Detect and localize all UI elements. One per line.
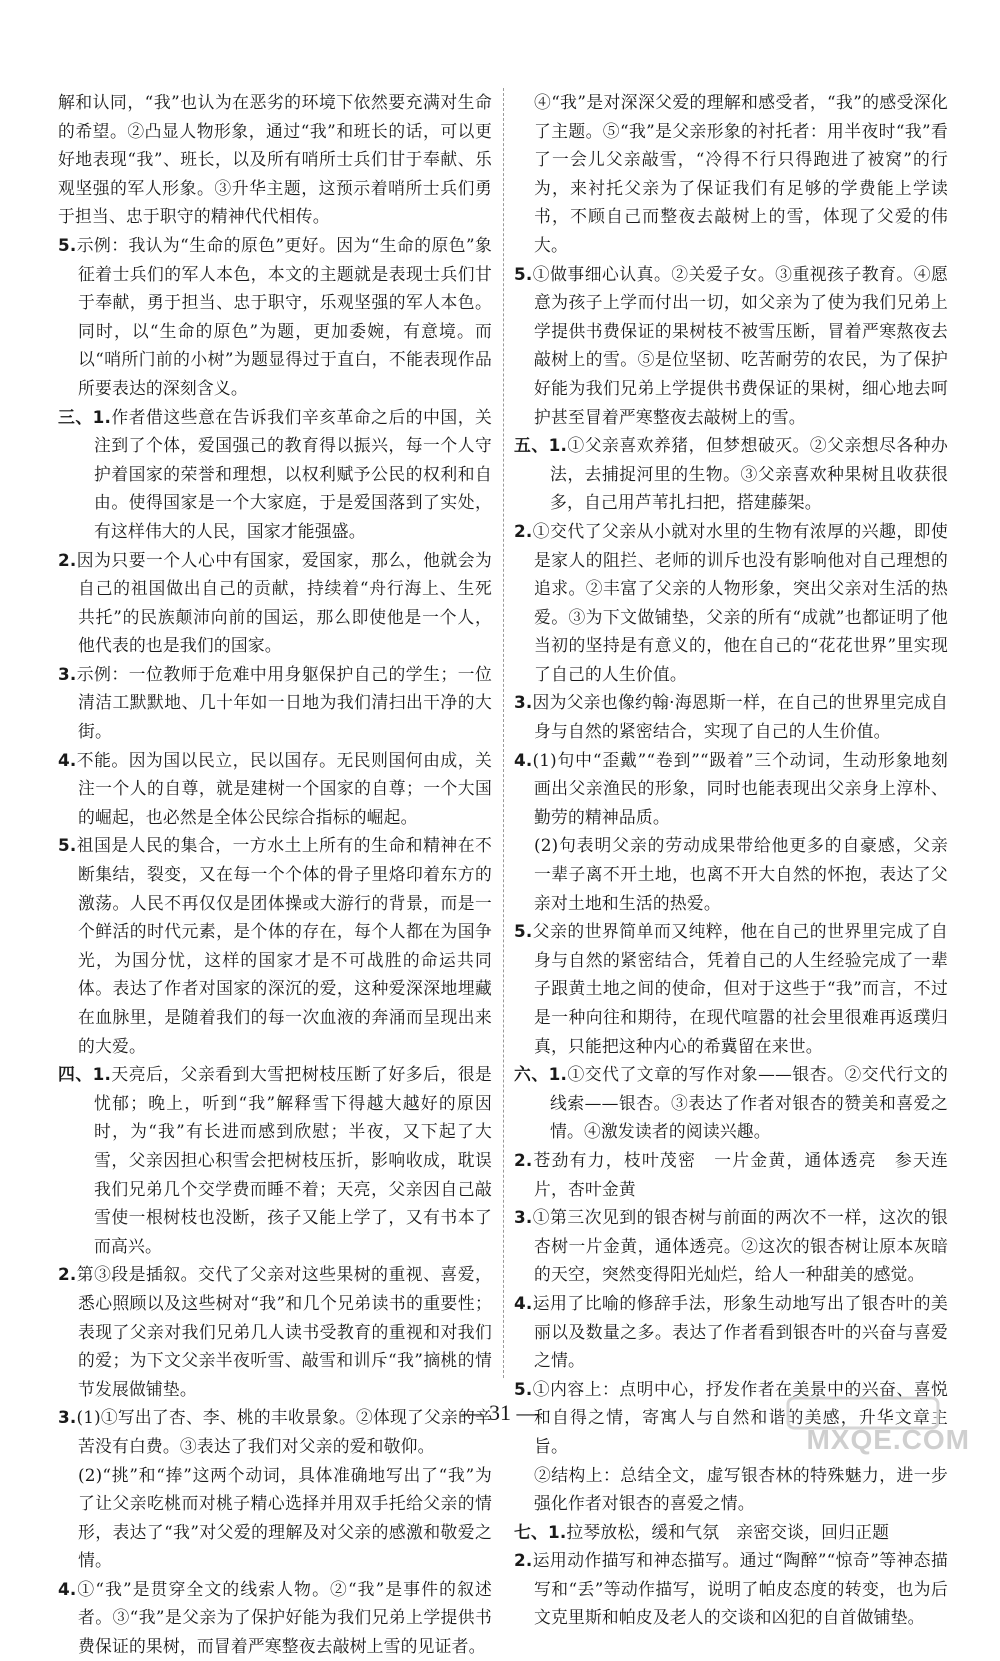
answer-item	[514, 88, 948, 260]
answer-item	[58, 831, 492, 1060]
answer-item	[514, 1289, 948, 1375]
answer-item	[58, 1260, 492, 1403]
answer-text: ①“我”是贯穿全文的线索人物。②“我”是事件的叙述者。③“我”是父亲为了保护好能为我们兄弟上学提供书费保证的果树，而冒着严寒整夜去敲树上雪的见证者。	[76, 1578, 492, 1657]
answer-text: ①第三次见到的银杏树与前面的两次不一样，这次的银杏树一片金黄，通体透亮。②这次的银杏树让原本灰暗的天空，突然变得阳光灿烂，给人一种甜美的感觉。	[532, 1207, 948, 1285]
question-number: 3.	[58, 1407, 77, 1428]
question-number: 5.	[58, 234, 77, 255]
question-number: 5.	[514, 921, 533, 942]
answer-item	[514, 1461, 948, 1518]
answer-item	[514, 1146, 948, 1203]
answer-text: ①内容上：点明中心，抒发作者在美景中的兴奋、喜悦和自得之情，寄寓人与自然和谐的美感，升华文章主旨。	[532, 1378, 948, 1456]
answer-item	[514, 746, 948, 832]
answer-text: 运用动作描写和神态描写。通过“陶醉”“惊奇”等神态描写和“丢”等动作描写，说明了帕皮态度的转变，也为后文克里斯和帕皮及老人的交谈和凶犯的自首做铺垫。	[532, 1550, 948, 1628]
answer-item	[514, 831, 948, 917]
answer-text: (2)句表明父亲的劳动成果带给他更多的自豪感，父亲一辈子离不开土地，也离不开大自然的怀抱，表达了父亲对土地和生活的热爱。	[534, 835, 948, 913]
question-number: 六、1.	[514, 1064, 568, 1085]
watermark-logo	[750, 1396, 980, 1458]
answer-item	[58, 1461, 492, 1575]
answer-text: 运用了比喻的修辞手法，形象生动地写出了银杏叶的美丽以及数量之多。表达了作者看到银杏叶的兴奋与喜爱之情。	[532, 1292, 948, 1371]
answer-text: ①交代了父亲从小就对水里的生物有浓厚的兴趣，即使是家人的阻拦、老师的训斥也没有影响他对自己理想的追求。②丰富了父亲的人物形象，突出父亲对生活的热爱。③为下文做铺垫，父亲的所有“成就”也都证明了他当初的坚持是有意义的，他在自己的“花花世界”里实现了自己的人生价值。	[532, 520, 948, 684]
question-number: 2.	[514, 520, 533, 541]
answer-text: 祖国是人民的集合，一方水土上所有的生命和精神在不断集结，裂变，又在每一个个体的骨子里烙印着东方的激荡。人民不再仅仅是团体操或大游行的背景，而是一个鲜活的时代元素，是个体的存在，每个人都在为国争光，为国分忧，这样的国家才是不可战胜的命运共同体。表达了作者对国家的深沉的爱，这种爱深深地埋藏在血脉里，是随着我们的每一次血液的奔涌而呈现出来的大爱。	[76, 835, 492, 1056]
left-column	[58, 88, 493, 1657]
question-number: 5.	[514, 263, 533, 284]
answer-text: 拉琴放松，缓和气氛 亲密交谈，回归正题	[566, 1521, 890, 1542]
answer-item	[58, 231, 492, 403]
answer-item	[58, 88, 492, 231]
question-number: 4.	[514, 1292, 533, 1313]
answer-text: ②结构上：总结全文，虚写银杏林的特殊魅力，进一步强化作者对银杏的喜爱之情。	[534, 1464, 948, 1514]
answer-item	[514, 1546, 948, 1632]
answer-text: 因为父亲也像约翰·海恩斯一样，在自己的世界里完成自身与自然的紧密结合，实现了自己的人生价值。	[532, 692, 948, 742]
answer-text: ④“我”是对深深父爱的理解和感受者，“我”的感受深化了主题。⑤“我”是父亲形象的衬托者：用半夜时“我”看了一会儿父亲敲雪，“冷得不行只得跑进了被窝”的行为，来衬托父亲为了保证我们有足够的学费能上学读书，不顾自己而整夜去敲树上的雪，体现了父爱的伟大。	[534, 92, 948, 255]
answer-item	[514, 1060, 948, 1146]
question-number: 3.	[514, 692, 533, 713]
question-number: 4.	[58, 749, 77, 770]
watermark-text: MXQE.COM	[806, 1424, 970, 1455]
question-number: 5.	[514, 1378, 533, 1399]
answer-text: (1)句中“歪戴”“卷到”“趿着”三个动词，生动形象地刻画出父亲渔民的形象，同时也能表现出父亲身上淳朴、勤劳的精神品质。	[532, 749, 948, 827]
answer-text: 不能。因为国以民立，民以国存。无民则国何由成，关注一个人的自尊，就是建树一个国家的自尊；一个大国的崛起，也必然是全体公民综合指标的崛起。	[76, 749, 492, 827]
answer-item	[58, 660, 492, 746]
question-number: 3.	[514, 1207, 533, 1228]
answer-item	[58, 746, 492, 832]
answer-item	[514, 517, 948, 689]
answer-text: 因为只要一个人心中有国家，爱国家，那么，他就会为自己的祖国做出自己的贡献，持续着“舟行海上、生死共托”的民族颠沛向前的国运，那么即使他是一个人，他代表的也是我们的国家。	[76, 549, 492, 656]
question-number: 三、1.	[58, 406, 112, 427]
question-number: 2.	[58, 549, 77, 570]
question-number: 4.	[58, 1578, 77, 1599]
answer-text: 天亮后，父亲看到大雪把树枝压断了好多后，很是忧郁；晚上，听到“我”解释雪下得越大越好的原因时，为“我”有长进而感到欣慰；半夜，又下起了大雪，父亲因担心积雪会把树枝压折，影响收成，耽误我们兄弟几个交学费而睡不着；天亮，父亲因自己敲雪使一根树枝也没断，孩子又能上学了，又有书本了而高兴。	[94, 1064, 493, 1256]
answer-item	[514, 917, 948, 1060]
question-number: 五、1.	[514, 435, 568, 456]
question-number: 四、1.	[58, 1064, 112, 1085]
answer-text: 父亲的世界简单而又纯粹，他在自己的世界里完成了自身与自然的紧密结合，凭着自己的人生经验完成了一辈子跟黄土地之间的使命，但对于这些于“我”而言，不过是一种向往和期待，在现代喧嚣的社会里很难再返璞归真，只能把这种内心的希冀留在来世。	[532, 921, 948, 1056]
answer-text: (1)①写出了杏、李、桃的丰收景象。②体现了父亲的辛苦没有白费。③表达了我们对父亲的爱和敬仰。	[76, 1407, 492, 1456]
question-number: 3.	[58, 663, 77, 684]
question-number: 2.	[514, 1149, 533, 1170]
answer-text: ①做事细心认真。②关爱子女。③重视孩子教育。④愿意为孩子上学而付出一切，如父亲为了使为我们兄弟上学提供书费保证的果树枝不被雪压断，冒着严寒熬夜去敲树上的雪。⑤是位坚韧、吃苦耐劳的农民，为了保护好能为我们兄弟上学提供书费保证的果树，细心地去呵护甚至冒着严寒整夜去敲树上的雪。	[532, 263, 948, 427]
answer-text: 作者借这些意在告诉我们辛亥革命之后的中国，关注到了个体，爱国强己的教育得以振兴，每一个人守护着国家的荣誉和理想，以权利赋予公民的权利和自由。使得国家是一个大家庭，于是爱国落到了实处，有这样伟大的人民，国家才能强盛。	[94, 406, 493, 541]
answer-text: 苍劲有力，枝叶茂密 一片金黄，通体透亮 参天连片，杏叶金黄	[532, 1149, 948, 1199]
answer-text: 示例：我认为“生命的原色”更好。因为“生命的原色”象征着士兵们的军人本色，本文的主题就是表现士兵们甘于奉献，勇于担当、忠于职守，乐观坚强的军人本色。同时，以“生命的原色”为题，更加委婉，有意境。而以“哨所门前的小树”为题显得过于直白，不能表现作品所要表达的深刻含义。	[76, 234, 492, 398]
answer-item	[514, 260, 948, 432]
question-number: 七、1.	[514, 1521, 567, 1542]
question-number: 4.	[514, 749, 533, 770]
answer-item	[58, 403, 492, 546]
answer-text: 解和认同，“我”也认为在恶劣的环境下依然要充满对生命的希望。②凸显人物形象，通过“我”和班长的话，可以更好地表现“我”、班长，以及所有哨所士兵们甘于奉献、乐观坚强的军人形象。③升华主题，这预示着哨所士兵们勇于担当、忠于职守的精神代代相传。	[58, 92, 492, 227]
answer-item	[514, 1518, 948, 1547]
answer-text: ①交代了文章的写作对象——银杏。②交代行文的线索——银杏。③表达了作者对银杏的赞美和喜爱之情。④激发读者的阅读兴趣。	[550, 1064, 948, 1142]
answer-text: 第③段是插叙。交代了父亲对这些果树的重视、喜爱，悉心照顾以及这些树对“我”和几个兄弟读书的重要性；表现了父亲对我们兄弟几人读书受教育的重视和对我们的爱；为下文父亲半夜听雪、敲雪和训斥“我”摘桃的情节发展做铺垫。	[76, 1264, 492, 1399]
answer-item	[514, 1203, 948, 1289]
answer-text: ①父亲喜欢养猪，但梦想破灭。②父亲想尽各种办法，去捕捉河里的生物。③父亲喜欢种果树且收获很多，自己用芦苇扎扫把，搭建藤架。	[550, 435, 949, 513]
answer-text: 示例：一位教师于危难中用身躯保护自己的学生；一位清洁工默默地、几十年如一日地为我们清扫出干净的大街。	[76, 663, 492, 742]
question-number: 5.	[58, 835, 77, 856]
answer-item	[58, 1060, 492, 1260]
question-number: 2.	[58, 1264, 77, 1285]
answer-item	[58, 546, 492, 660]
answer-item	[514, 431, 948, 517]
page-number: — 31 —	[461, 1400, 539, 1425]
answer-item	[514, 688, 948, 745]
answer-item	[58, 1575, 492, 1661]
answer-text: (2)“挑”和“捧”这两个动词，具体准确地写出了“我”为了让父亲吃桃而对桃子精心选择并用双手托给父亲的情形，表达了“我”对父爱的理解及对父亲的感激和敬爱之情。	[78, 1464, 492, 1571]
question-number: 2.	[514, 1550, 533, 1571]
